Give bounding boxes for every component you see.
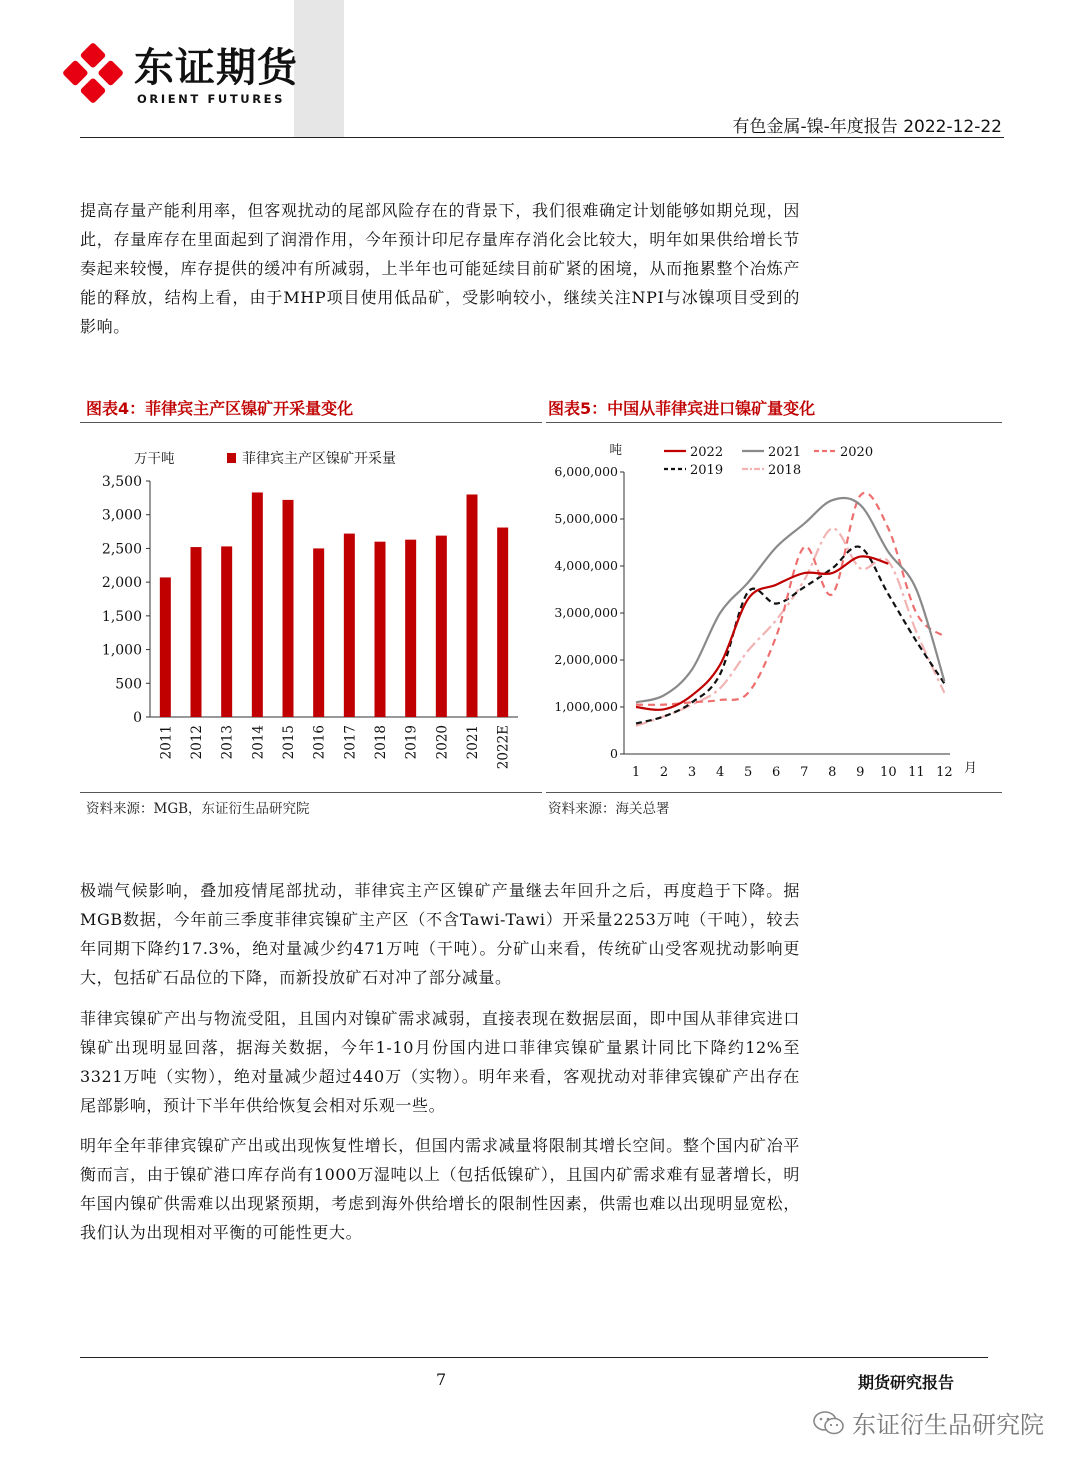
x-tick-label: 2: [659, 765, 669, 780]
orient-futures-logo-icon: [60, 40, 126, 106]
x-tick-label: 2011: [158, 725, 175, 760]
bar-2012: [191, 547, 202, 717]
x-tick-label: 2021: [465, 725, 481, 760]
x-tick-label: 4: [715, 765, 725, 780]
y-tick-label: 3,500: [101, 474, 142, 490]
header-divider: [80, 137, 1004, 138]
footer-label: 期货研究报告: [857, 1373, 954, 1392]
paragraph-1: 提高存量产能利用率，但客观扰动的尾部风险存在的背景下，我们很难确定计划能够如期兑现，因此，存量库存在里面起到了润滑作用，今年预计印尼存量库存消化会比较大，明年如果供给增长节奏起来较慢，库存提供的缓冲有所减弱，上半年也可能延续目前矿紧的困境，从而拖累整个冶炼产能的释放，结构上看，由于MHP项目使用低品矿，受影响较小，继续关注NPI与冰镍项目受到的影响。: [80, 201, 800, 336]
legend-label-2019: 2019: [690, 463, 724, 478]
figure-4-title: 图表4：菲律宾主产区镍矿开采量变化: [86, 399, 354, 418]
y-tick-label: 0: [133, 710, 142, 726]
series-line-2019: [636, 547, 944, 724]
x-tick-label: 2012: [189, 725, 205, 760]
y-axis-unit-label: 吨: [609, 442, 622, 457]
paragraph-3: 菲律宾镍矿产出与物流受阻，且国内对镍矿需求减弱，直接表现在数据层面，即中国从菲律宾进口镍矿出现明显回落，据海关数据，今年1-10月份国内进口菲律宾镍矿量累计同比下降约12%至3321万吨（实物），绝对量减少超过440万（实物）。明年来看，客观扰动对菲律宾镍矿产出存在尾部影响，预计下半年供给恢复会相对乐观一些。: [80, 1009, 800, 1115]
bar-2013: [221, 546, 232, 717]
y-tick-label: 500: [115, 676, 142, 693]
x-tick-label: 2014: [250, 725, 267, 760]
figure-4-bottom-rule: [80, 792, 542, 793]
figure-5-line-chart: [546, 430, 1002, 792]
x-tick-label: 2013: [219, 725, 236, 760]
series-line-2018: [636, 528, 944, 725]
y-tick-label: 1,000: [101, 642, 142, 659]
x-tick-label: 2015: [281, 725, 297, 760]
bar-2018: [375, 542, 386, 717]
series-line-2022: [636, 556, 888, 710]
x-tick-label: 2018: [373, 725, 389, 760]
y-tick-label: 6,000,000: [554, 464, 618, 479]
figure-5-title: 图表5：中国从菲律宾进口镍矿量变化: [548, 399, 816, 418]
bar-2015: [283, 500, 294, 717]
x-tick-label: 10: [880, 765, 897, 780]
y-axis-unit-label: 万干吨: [134, 451, 175, 467]
report-title: 有色金属-镍-年度报告 2022-12-22: [732, 117, 1002, 137]
legend-label-2022: 2022: [690, 445, 724, 460]
y-tick-label: 1,000,000: [554, 699, 618, 714]
bar-2017: [344, 534, 355, 717]
figure-5-top-rule: [546, 422, 1002, 423]
bar-2016: [313, 548, 324, 717]
x-axis-unit-label: 月: [964, 761, 978, 776]
bar-2021: [467, 494, 478, 717]
bar-2011: [160, 577, 171, 717]
series-line-2021: [636, 498, 944, 702]
legend-label-2018: 2018: [768, 463, 802, 478]
figure-5-bottom-rule: [546, 792, 1002, 793]
x-tick-label: 5: [744, 765, 753, 780]
bar-2014: [252, 492, 263, 717]
bar-2020: [436, 536, 447, 717]
legend-label-2020: 2020: [840, 445, 874, 460]
y-tick-label: 5,000,000: [554, 511, 618, 526]
y-tick-label: 2,000: [101, 575, 142, 592]
figure-5-source: 资料来源：海关总署: [548, 801, 670, 817]
paragraph-4: 明年全年菲律宾镍矿产出或出现恢复性增长，但国内需求减量将限制其增长空间。整个国内矿冶平衡而言，由于镍矿港口库存尚有1000万湿吨以上（包括低镍矿），且国内矿需求难有显著增长，明年国内镍矿供需难以出现紧预期，考虑到海外供给增长的限制性因素，供需也难以出现明显宽松，我们认为出现相对平衡的可能性更大。: [80, 1136, 800, 1242]
footer-divider: [80, 1357, 988, 1358]
x-tick-label: 1: [631, 765, 641, 780]
figure-4-source: 资料来源：MGB，东证衍生品研究院: [86, 801, 310, 817]
series-line-2020: [636, 493, 944, 705]
y-tick-label: 2,500: [101, 541, 142, 558]
figure-4-bar-chart: [80, 430, 542, 792]
x-tick-label: 2017: [342, 725, 359, 760]
x-tick-label: 2020: [434, 725, 451, 760]
legend-label-2021: 2021: [768, 445, 802, 460]
x-tick-label: 6: [772, 765, 781, 780]
bar-2022E: [497, 528, 508, 717]
brand-name-en: ORIENT FUTURES: [137, 92, 286, 106]
y-tick-label: 3,000: [101, 507, 142, 524]
x-tick-label: 7: [800, 765, 809, 780]
y-tick-label: 4,000,000: [554, 558, 618, 573]
watermark-text: 东证衍生品研究院: [852, 1411, 1044, 1439]
figure-4-top-rule: [80, 422, 542, 423]
watermark: [812, 1405, 1044, 1440]
brand-name-cn: 东证期货: [134, 45, 298, 91]
y-tick-label: 0: [610, 746, 618, 761]
legend-swatch: [227, 453, 236, 463]
x-tick-label: 2016: [311, 725, 328, 760]
x-tick-label: 2022E: [495, 725, 512, 770]
y-tick-label: 2,000,000: [554, 652, 618, 667]
y-tick-label: 3,000,000: [554, 605, 618, 620]
bar-2019: [405, 540, 416, 717]
x-tick-label: 3: [687, 765, 697, 780]
x-tick-label: 9: [856, 765, 865, 780]
legend-label: 菲律宾主产区镍矿开采量: [242, 451, 396, 467]
x-tick-label: 8: [828, 765, 837, 780]
y-tick-label: 1,500: [101, 608, 142, 625]
x-tick-label: 12: [936, 765, 953, 780]
x-tick-label: 2019: [403, 725, 420, 760]
header-gray-band: [294, 0, 344, 138]
page-number: 7: [436, 1370, 447, 1389]
x-tick-label: 11: [908, 765, 925, 780]
paragraph-2: 极端气候影响，叠加疫情尾部扰动，菲律宾主产区镍矿产量继去年回升之后，再度趋于下降。据MGB数据，今年前三季度菲律宾镍矿主产区（不含Tawi-Tawi）开采量2253万吨（干吨），较去年同期下降约17.3%，绝对量减少约471万吨（干吨）。分矿山来看，传统矿山受客观扰动影响更大，包括矿石品位的下降，而新投放矿石对冲了部分减量。: [80, 881, 800, 987]
wechat-icon: [812, 1409, 846, 1437]
